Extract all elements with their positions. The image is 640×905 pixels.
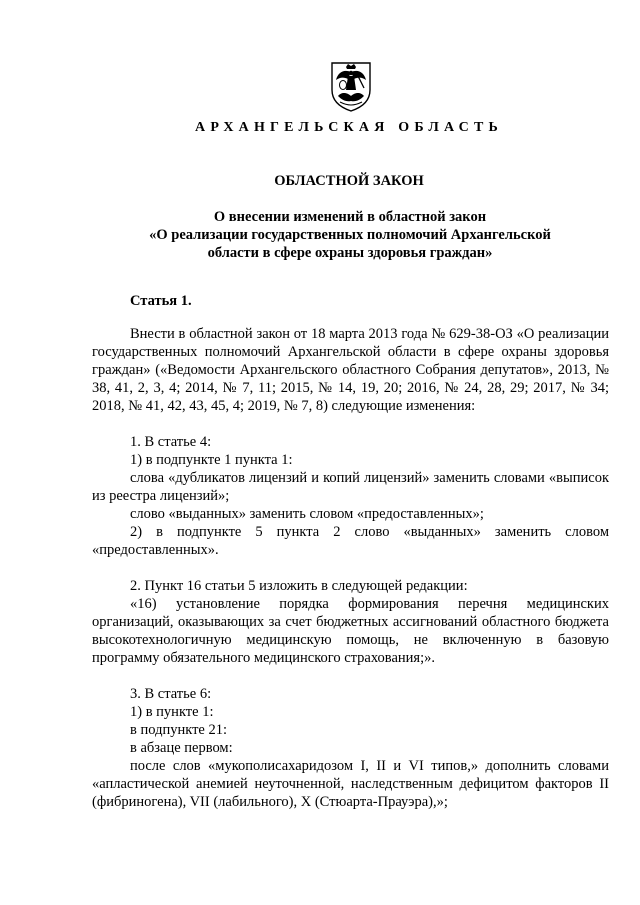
document-type: ОБЛАСТНОЙ ЗАКОН bbox=[274, 173, 424, 189]
item-1-title: 1. В статье 4: bbox=[130, 434, 212, 450]
coat-of-arms-icon bbox=[326, 60, 376, 112]
item-3-text: после слов «мукополисахаридозом I, II и VI типов,» дополнить словами «апластической анемией неуточненной, наследственным дефицитом факторов II (фибриногена), VII (лабильного), X (Стюарта-Прауэра),»; bbox=[92, 758, 609, 810]
item-3-sub-1: 1) в пункте 1: bbox=[130, 704, 214, 720]
item-2-text: «16) установление порядка формирования перечня медицинских организаций, оказывающих за счет бюджетных ассигнований областного бюджета высокотехнологичную медицинскую помощь, не включенную в базовую программу обязательного медицинского страхования;». bbox=[92, 596, 609, 666]
intro-paragraph: Внести в областной закон от 18 марта 2013 года № 629-38-ОЗ «О реализации государственных полномочий Архангельской области в сфере охраны здоровья граждан» («Ведомости Архангельского областного Собрания депутатов», 2013, № 38, 41, 2, 3, 4; 2014, № 7, 11; 2015, № 14, 19, 20; 2016, № 24, 28, 29; 2017, № 34; 2018, № 41, 42, 43, 45, 4; 2019, № 7, 8) следующие изменения: bbox=[92, 326, 609, 414]
title-line: области в сфере охраны здоровья граждан» bbox=[207, 245, 493, 261]
item-1-sub-1-b: слово «выданных» заменить словом «предоставленных»; bbox=[130, 506, 484, 522]
item-2-title: 2. Пункт 16 статьи 5 изложить в следующей редакции: bbox=[130, 578, 468, 594]
article-body bbox=[92, 325, 609, 811]
item-3-sub-1-b: в абзаце первом: bbox=[130, 740, 233, 756]
region-name: АРХАНГЕЛЬСКАЯ ОБЛАСТЬ bbox=[195, 120, 503, 135]
title-line: О внесении изменений в областной закон bbox=[213, 209, 487, 225]
item-1-sub-1: 1) в подпункте 1 пункта 1: bbox=[130, 452, 293, 468]
item-1-sub-2: 2) в подпункте 5 пункта 2 слово «выданных» заменить словом «предоставленных». bbox=[92, 524, 609, 558]
item-3-sub-1-a: в подпункте 21: bbox=[130, 722, 227, 738]
title-line: «О реализации государственных полномочий Архангельской bbox=[149, 227, 551, 243]
item-1-sub-1-a: слова «дубликатов лицензий и копий лицензий» заменить словами «выписок из реестра лицензий»; bbox=[92, 470, 609, 504]
document-title bbox=[120, 208, 580, 262]
article-heading: Статья 1. bbox=[130, 293, 192, 309]
item-3-title: 3. В статье 6: bbox=[130, 686, 212, 702]
